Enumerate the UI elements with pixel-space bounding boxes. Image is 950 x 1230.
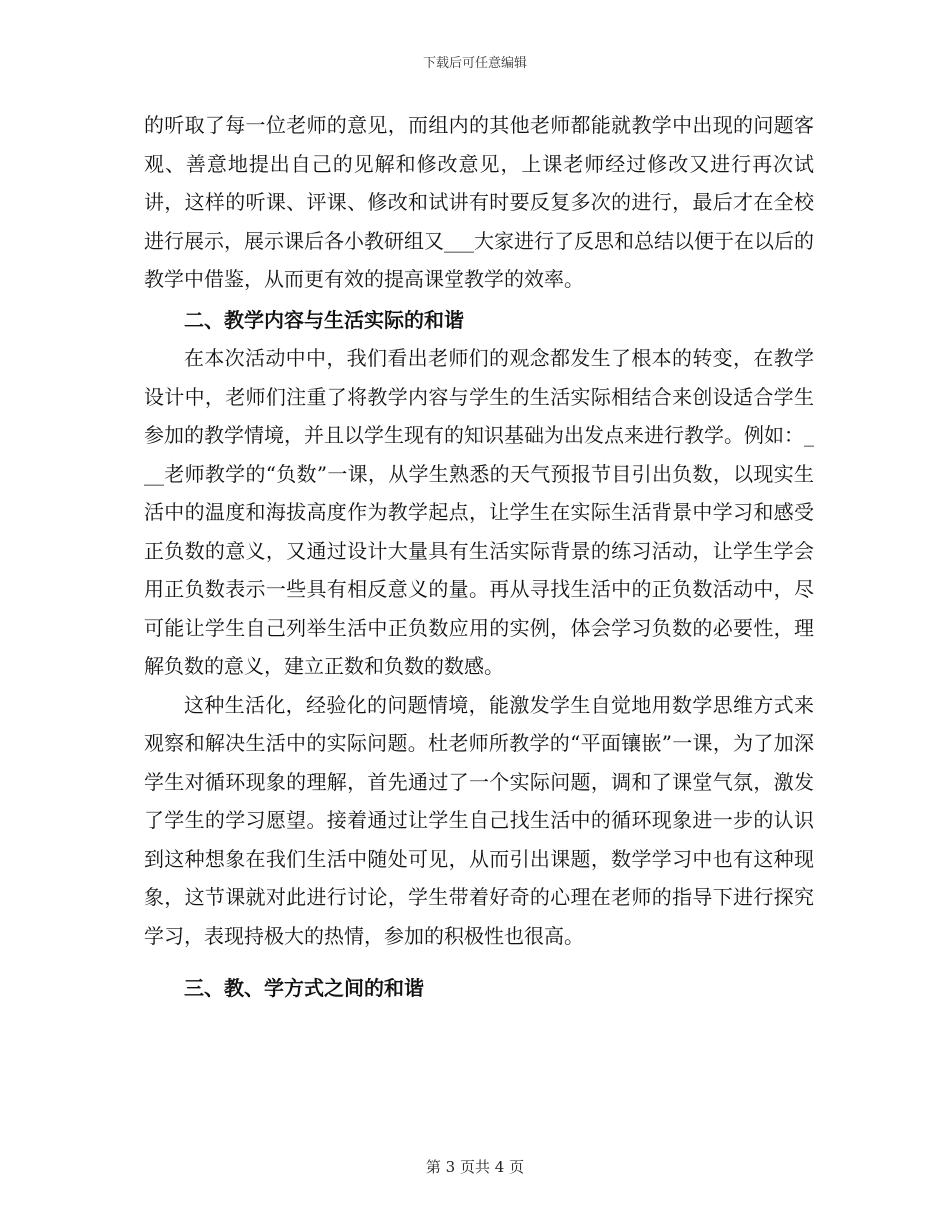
paragraph-continued: 的听取了每一位老师的意见，而组内的其他老师都能就教学中出现的问题客观、善意地提出自己的见解和修改意见，上课老师经过修改又进行再次试讲，这样的听课、评课、修改和试讲有时要反复多次的进行，最后才在全校进行展示，展示课后各小教研组又___大家进行了反思和总结以便于在以后的教学中借鉴，从而更有效的提高课堂教学的效率。 [144, 113, 814, 291]
document-body [144, 106, 814, 1008]
paragraph-2b: 这种生活化，经验化的问题情境，能激发学生自觉地用数学思维方式来观察和解决生活中的实际问题。杜老师所教学的“平面镶嵌”一课，为了加深学生对循环现象的理解，首先通过了一个实际问题，调和了课堂气氛，激发了学生的学习愿望。接着通过让学生自己找生活中的循环现象进一步的认识到这种想象在我们生活中随处可见，从而引出课题，数学学习中也有这种现象，这节课就对此进行讨论，学生带着好奇的心理在老师的指导下进行探究学习，表现持极大的热情，参加的积极性也很高。 [144, 692, 814, 948]
page-number: 第 3 页共 4 页 [425, 1158, 525, 1176]
paragraph-2a: 在本次活动中中，我们看出老师们的观念都发生了根本的转变，在教学设计中，老师们注重了将教学内容与学生的生活实际相结合来创设适合学生参加的教学情境，并且以学生现有的知识基础为出发点来进行教学。例如：___老师教学的“负数”一课，从学生熟悉的天气预报节目引出负数，以现实生活中的温度和海拔高度作为教学起点，让学生在实际生活背景中学习和感受正负数的意义，又通过设计大量具有生活实际背景的练习活动，让学生学会用正负数表示一些具有相反意义的量。再从寻找生活中的正负数活动中，尽可能让学生自己列举生活中正负数应用的实例，体会学习负数的必要性，理解负数的意义，建立正数和负数的数感。 [144, 346, 814, 678]
section-heading-3: 三、教、学方式之间的和谐 [184, 976, 424, 1000]
section-heading-2: 二、教学内容与生活实际的和谐 [184, 307, 464, 332]
page-header-watermark: 下载后可任意编辑 [422, 56, 527, 71]
